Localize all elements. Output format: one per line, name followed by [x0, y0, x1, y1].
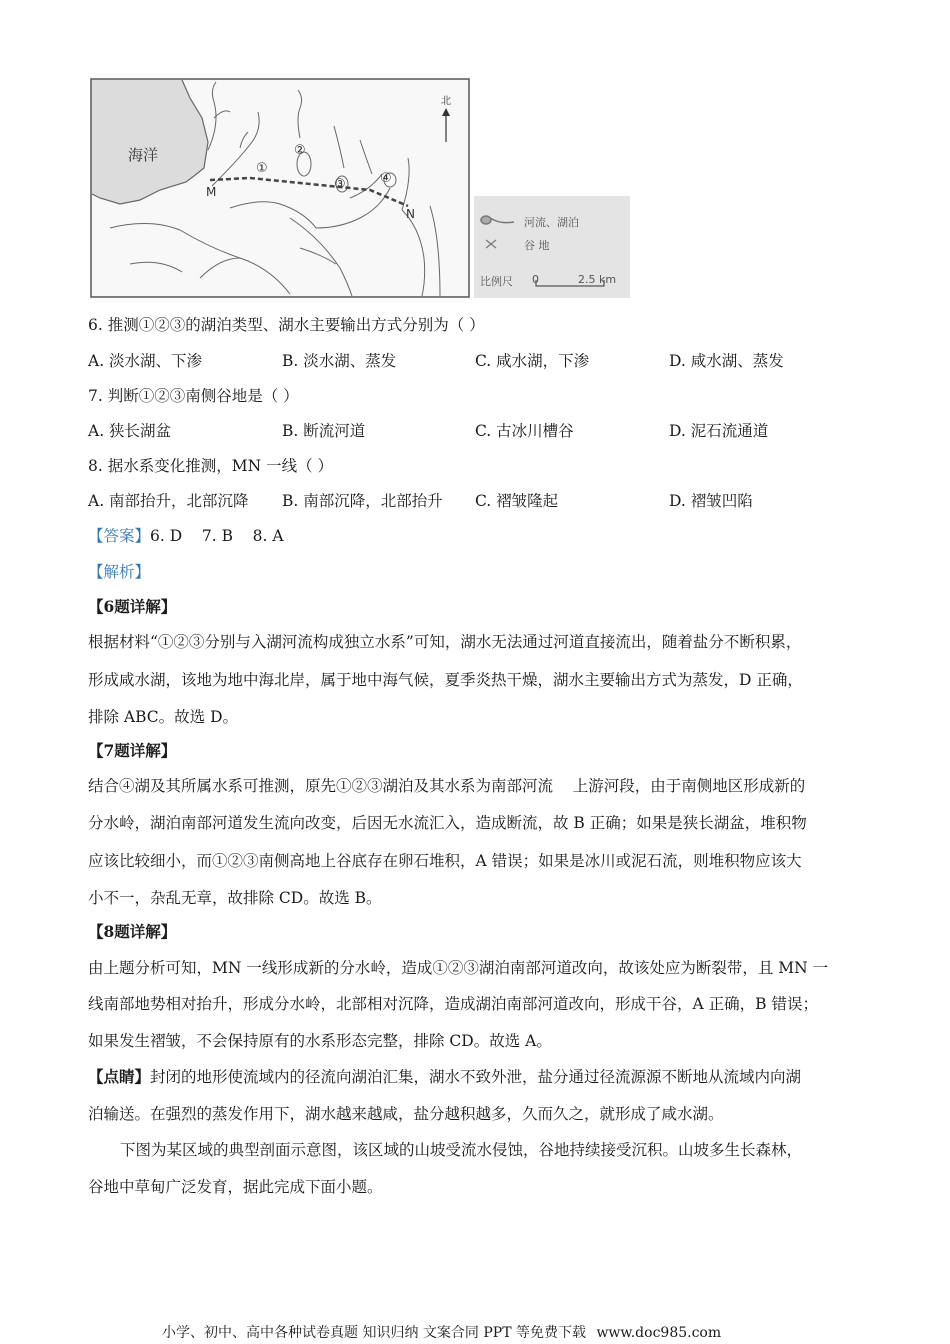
ocean-label: 海洋 [128, 146, 159, 164]
next-material-line-1: 下图为某区域的典型剖面示意图，该区域的山坡受流水侵蚀，谷地持续接受沉积。山坡多生长森林， [120, 1141, 803, 1159]
page-footer [162, 1322, 727, 1342]
q6-option-a: A. 淡水湖、下渗 [88, 352, 203, 370]
lake-label-4: ④ [380, 171, 392, 186]
footer-text: 小学、初中、高中各种试卷真题 知识归纳 文案合同 PPT 等免费下载 [162, 1325, 586, 1341]
detail-8-line-3: 如果发生褶皱，不会保持原有的水系形态完整，排除 CD。故选 A。 [88, 1032, 552, 1050]
detail-7-tag: 【7题详解】 [88, 741, 177, 760]
pointer-tag: 【点睛】 [88, 1067, 151, 1086]
river-lake-legend-icon [481, 216, 514, 224]
detail-6-line-3: 排除 ABC。故选 D。 [88, 708, 239, 726]
point-m: M [206, 185, 217, 199]
q8-option-a: A. 南部抬升，北部沉降 [88, 492, 249, 510]
detail-6-line-2: 形成咸水湖，该地为地中海北岸，属于地中海气候，夏季炎热干燥，湖水主要输出方式为蒸发，D 正确， [88, 671, 803, 689]
legend-valley: 谷 地 [524, 239, 550, 252]
pointer-text-1: 封闭的地形使流域内的径流向湖泊汇集，湖水不致外泄，盐分通过径流源源不断地从流域内向湖 [150, 1068, 802, 1086]
detail-7-line-3: 应该比较细小，而①②③南侧高地上谷底存在卵石堆积，A 错误；如果是冰川或泥石流，则堆积物应该大 [88, 852, 802, 870]
question-8-stem: 8. 据水系变化推测，MN 一线（ ） [88, 457, 334, 475]
detail-7-line-4: 小不一，杂乱无章，故排除 CD。故选 B。 [88, 889, 382, 907]
lake-label-1: ① [256, 161, 268, 176]
q8-option-b: B. 南部沉降，北部抬升 [282, 492, 443, 510]
map-svg [90, 78, 470, 298]
footer-url[interactable]: www.doc985.com [596, 1325, 722, 1341]
answer-text: 6. D 7. B 8. A [150, 527, 284, 545]
next-material-line-2: 谷地中草甸广泛发育，据此完成下面小题。 [88, 1178, 383, 1196]
q7-option-d: D. 泥石流通道 [669, 422, 769, 440]
q8-option-d: D. 褶皱凹陷 [669, 492, 753, 510]
legend-scale-value: 2.5 km [578, 273, 617, 286]
detail-8-tag: 【8题详解】 [88, 922, 177, 941]
legend-scale-label: 比例尺 [480, 275, 513, 288]
pointer-line-2: 泊输送。在强烈的蒸发作用下，湖水越来越咸，盐分越积越多，久而久之，就形成了咸水湖。 [88, 1105, 724, 1123]
detail-8-line-1: 由上题分析可知，MN 一线形成新的分水岭，造成①②③湖泊南部河道改向，故该处应为断裂带，且 MN 一 [88, 959, 829, 977]
point-n: N [406, 207, 415, 221]
detail-7-line-2: 分水岭，湖泊南部河道发生流向改变，后因无水流汇入，造成断流，故 B 正确；如果是狭长湖盆，堆积物 [88, 814, 807, 832]
q8-option-c: C. 褶皱隆起 [475, 492, 559, 510]
lake-label-3: ③ [334, 177, 346, 192]
detail-6-tag: 【6题详解】 [88, 597, 177, 616]
q6-option-d: D. 咸水湖、蒸发 [669, 352, 784, 370]
q6-option-b: B. 淡水湖、蒸发 [282, 352, 397, 370]
q7-option-b: B. 断流河道 [282, 422, 366, 440]
question-7-stem: 7. 判断①②③南侧谷地是（ ） [88, 387, 299, 405]
q6-option-c: C. 咸水湖，下渗 [475, 352, 590, 370]
legend-river-lake: 河流、湖泊 [524, 216, 579, 229]
north-label: 北 [441, 96, 451, 107]
river-map [90, 78, 470, 298]
q7-option-a: A. 狭长湖盆 [88, 422, 172, 440]
analysis-tag: 【解析】 [88, 563, 151, 581]
lake-label-2: ② [294, 143, 306, 158]
map-legend [474, 196, 630, 298]
question-6-stem: 6. 推测①②③的湖泊类型、湖水主要输出方式分别为（ ） [88, 316, 485, 334]
valley-legend-icon [486, 240, 496, 248]
pointer-line-1 [88, 1067, 801, 1087]
answer-line [88, 526, 284, 546]
answer-tag: 【答案】 [88, 527, 151, 545]
detail-8-line-2: 线南部地势相对抬升，形成分水岭，北部相对沉降，造成湖泊南部河道改向，形成干谷，A 正确，B 错误； [88, 995, 818, 1013]
detail-6-line-1: 根据材料“①②③分别与入湖河流构成独立水系”可知，湖水无法通过河道直接流出，随着盐分不断积累， [88, 633, 802, 651]
detail-7-line-1: 结合④湖及其所属水系可推测，原先①②③湖泊及其水系为南部河流 上游河段，由于南侧地区形成新的 [88, 777, 806, 795]
q7-option-c: C. 古冰川槽谷 [475, 422, 574, 440]
legend-scale-zero: 0 [532, 273, 539, 286]
